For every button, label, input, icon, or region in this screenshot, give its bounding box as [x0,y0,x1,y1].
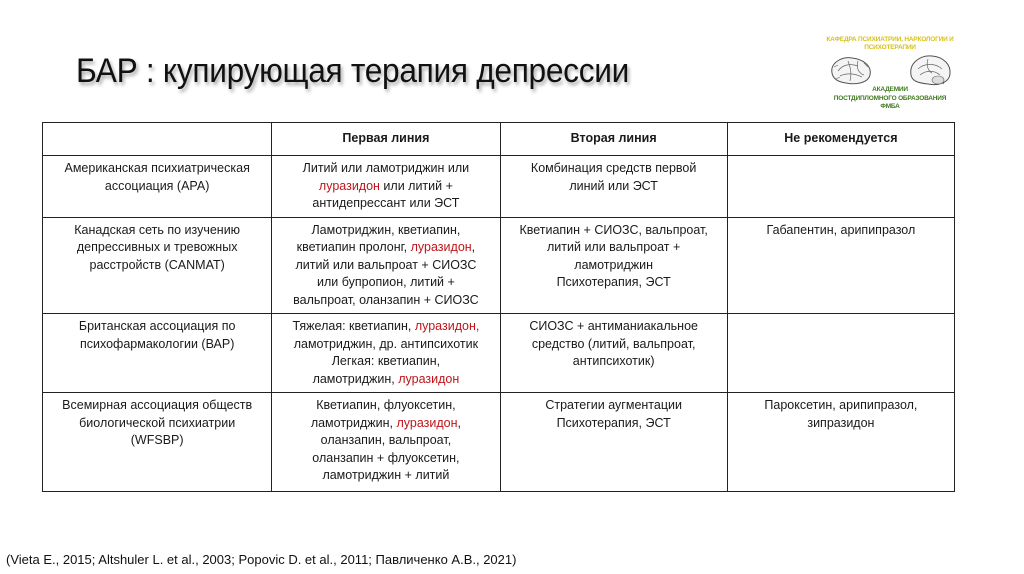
text-line: Ламотриджин, кветиапин, [311,222,461,237]
text-line: зипразидон [807,415,875,430]
logo-academy-line2: ПОСТДИПЛОМНОГО ОБРАЗОВАНИЯ [833,94,947,102]
cell-not-recommended [727,314,954,393]
text-fragment: кветиапин пролонг, [296,240,411,254]
cell-first-line [272,314,500,393]
cell-second-line [500,156,727,218]
therapy-table [42,122,955,492]
text-line: Габапентин, арипипразол [766,222,916,237]
text-line: Психотерапия, ЭСТ [556,415,671,430]
text-line: антипсихотик) [572,354,655,368]
cell-not-recommended [727,156,954,218]
text-fragment: или литий + [379,178,453,193]
text-line: Комбинация средств первой [530,161,697,175]
cell-not-recommended [727,393,954,492]
cell-second-line [500,217,727,314]
text-line: или бупропион, литий + [316,275,455,289]
text-line: оланзапин + флуоксетин, [312,450,460,465]
text-line: ламотриджин + литий [322,468,450,482]
text-line: Канадская сеть по изучению [74,222,241,237]
highlighted-drug: луразидон, [414,319,480,333]
department-logo [826,36,954,114]
text-line [278,178,493,196]
text-line: ассоциация (АРА) [104,178,210,193]
cell-organization [43,217,272,314]
text-line: Легкая: кветиапин, [331,354,441,368]
logo-academy-line1: АКАДЕМИИ [872,86,908,93]
logo-academy-line3: ФМБА [880,103,900,110]
text-line: ламотриджин, др. антипсихотик [293,336,479,351]
text-fragment: ламотриджин, [312,371,399,386]
text-line: антидепрессант или ЭСТ [312,196,460,210]
text-line: Пароксетин, арипипразол, [764,398,918,412]
cell-organization [43,393,272,492]
text-line: Кветиапин + СИОЗС, вальпроат, [519,222,708,237]
cell-second-line [500,314,727,393]
header-organization [43,123,272,156]
table-row [43,393,955,492]
text-line: СИОЗС + антиманиакальное [529,319,698,333]
header-not-recommended: Не рекомендуется [727,123,954,156]
logo-department-name: КАФЕДРА ПСИХИАТРИИ, НАРКОЛОГИИ И ПСИХОТЕРАПИИ [826,36,954,51]
text-line: Всемирная ассоциация обществ [62,398,253,412]
text-line [278,415,493,433]
text-line: Стратегии аугментации [545,398,682,412]
text-line: расстройств (CANMAT) [89,257,225,272]
text-line: (WFSBP) [130,433,184,447]
cell-organization [43,314,272,393]
cell-not-recommended [727,217,954,314]
cell-first-line [272,156,500,218]
brain-left-icon [828,53,874,87]
references: (Vieta E., 2015; Altshuler L. et al., 2003; Popovic D. et al., 2011; Павличенко А.В., 2021) [6,552,517,567]
text-fragment: , [457,415,461,430]
highlighted-drug: луразидон [396,415,458,430]
cell-first-line [272,217,500,314]
cell-first-line [272,393,500,492]
table-row [43,314,955,393]
brain-right-icon [908,53,952,87]
text-line: вальпроат, оланзапин + СИОЗС [293,292,479,307]
header-second-line: Вторая линия [500,123,727,156]
table-row [43,156,955,218]
text-line: биологической психиатрии [79,415,236,430]
table-header-row [43,123,955,156]
text-line: Кветиапин, флуоксетин, [316,398,456,412]
logo-academy-name [826,86,954,112]
highlighted-drug: луразидон [318,178,380,193]
text-line: оланзапин, вальпроат, [320,433,452,447]
highlighted-drug: луразидон [398,371,460,386]
text-line: Британская ассоциация по [78,319,236,333]
text-line: Психотерапия, ЭСТ [556,275,671,289]
text-line [278,371,493,389]
highlighted-drug: луразидон [410,240,472,254]
text-line: литий или вальпроат + СИОЗС [295,257,477,272]
text-fragment: Тяжелая: кветиапин, [292,319,415,333]
text-fragment: , [471,240,476,254]
text-line: Американская психиатрическая [64,161,250,175]
text-line: ламотриджин [574,257,653,272]
text-line [278,318,493,336]
text-line: Литий или ламотриджин или [302,161,470,175]
header-first-line: Первая линия [272,123,500,156]
text-line: литий или вальпроат + [547,240,681,254]
text-line: психофармакологии (ВАР) [79,336,235,351]
text-line: средство (литий, вальпроат, [531,336,696,351]
text-fragment: ламотриджин, [310,415,397,430]
text-line: линий или ЭСТ [569,178,658,193]
table-row [43,217,955,314]
text-line: депрессивных и тревожных [76,240,238,254]
cell-organization [43,156,272,218]
slide-title: БАР : купирующая терапия депрессии [76,52,630,90]
cell-second-line [500,393,727,492]
text-line [278,239,493,257]
